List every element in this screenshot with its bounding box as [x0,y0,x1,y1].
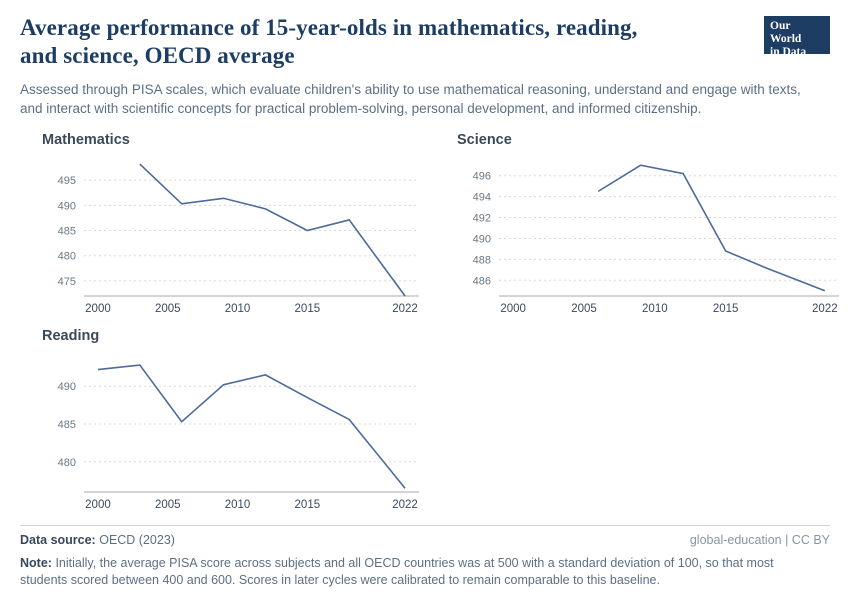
owid-logo[interactable] [764,16,830,58]
footer-note-text: Initially, the average PISA score across subjects and all OECD countries was at 500 with a standard deviation of 100, so that most students scored between 400 and 600. Scores in later cycles were calibrated to remain comparable to this baseline. [20,555,774,588]
x-tick-label: 2000 [500,303,526,316]
y-tick-label: 480 [57,251,76,264]
chart-header [20,14,830,118]
plot-svg-mathematics [40,152,425,322]
y-tick-label: 475 [57,276,76,289]
logo-line-2: in Data [770,45,807,58]
data-source-label: Data source: [20,532,96,547]
y-tick-label: 480 [57,457,76,470]
x-tick-label: 2022 [812,303,838,316]
x-tick-label: 2015 [294,303,321,316]
y-tick-label: 492 [472,212,491,225]
y-tick-label: 490 [472,233,491,246]
panel-mathematics [40,132,425,322]
x-tick-label: 2010 [224,303,251,316]
x-tick-label: 2005 [571,303,597,316]
plot-mathematics[interactable] [40,152,425,322]
footer-note-label: Note: [20,555,52,570]
footer-row [20,533,830,547]
y-tick-label: 486 [472,275,491,288]
y-tick-label: 485 [57,225,76,238]
footer-divider [20,525,830,526]
x-tick-label: 2015 [294,499,321,512]
y-tick-label: 485 [57,419,76,432]
logo-line-1: Our World [770,20,802,45]
series-line [98,365,405,488]
y-tick-label: 496 [472,171,491,184]
y-tick-label: 490 [57,381,76,394]
footer-attribution: global-education | CC BY [689,532,830,547]
x-tick-label: 2010 [224,499,251,512]
data-source [20,533,175,547]
panel-title-science: Science [457,132,512,149]
plot-svg-reading [40,348,425,518]
y-tick-label: 490 [57,200,76,213]
panel-title-reading: Reading [42,328,100,345]
series-line [598,166,825,292]
chart-footer [20,525,830,591]
x-tick-label: 2010 [642,303,668,316]
plot-reading[interactable] [40,348,425,518]
x-tick-label: 2022 [392,499,418,512]
page-subtitle: Assessed through PISA scales, which evaluate children's ability to use mathematical reasoning, understand and engage with texts, and interact with scientific concepts for practical problem-solving, personal development, and informed citizenship. [20,82,801,117]
data-source-value[interactable]: OECD (2023) [99,532,175,547]
y-tick-label: 495 [57,175,76,188]
panel-title-mathematics: Mathematics [42,132,130,149]
panel-reading [40,328,425,518]
y-tick-label: 488 [472,254,491,267]
footer-note [20,555,810,591]
x-tick-label: 2015 [712,303,739,316]
plot-science[interactable] [455,152,845,322]
x-tick-label: 2005 [154,499,181,512]
page-title: Average performance of 15-year-olds in mathematics, reading, and science, OECD average [20,15,638,69]
plot-svg-science [455,152,845,322]
charts-container [20,132,838,512]
x-tick-label: 2022 [392,303,418,316]
x-tick-label: 2000 [85,499,111,512]
series-line [140,164,405,296]
x-tick-label: 2000 [85,303,111,316]
y-tick-label: 494 [472,192,491,205]
panel-science [455,132,845,322]
x-tick-label: 2005 [154,303,181,316]
